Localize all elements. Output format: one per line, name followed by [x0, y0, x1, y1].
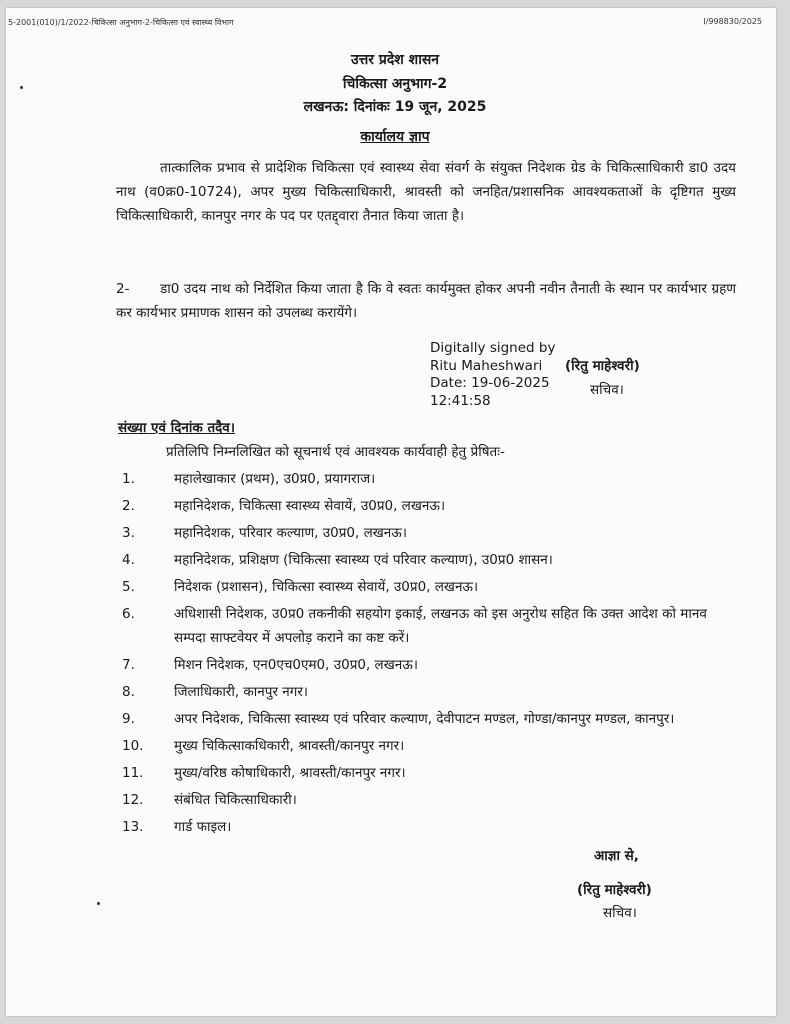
- signature-line: 12:41:58: [430, 392, 491, 409]
- list-item-text: संबंधित चिकित्साधिकारी।: [174, 792, 297, 808]
- list-item: [116, 680, 736, 704]
- list-item-number: 7.: [122, 657, 135, 673]
- list-item: [116, 602, 736, 650]
- list-item-text: महानिदेशक, चिकित्सा स्वास्थ्य सेवायें, उ0प्र0, लखनऊ।: [174, 498, 446, 514]
- paragraph-1: तात्कालिक प्रभाव से प्रादेशिक चिकित्सा एवं स्वास्थ्य सेवा संवर्ग के संयुक्त निदेशक ग्रेड के चिकित्साधिकारी डा0 उदय नाथ (व0क्र0-10724), अपर मुख्य चिकित्साधिकारी, श्रावस्ती को जनहित/प्रशासनिक आवश्यकताओं के दृष्टिगत मुख्य चिकित्साधिकारी, कानपुर नगर के पद पर एतद्द्वारा तैनात किया जाता है।: [116, 160, 736, 224]
- place-date: लखनऊ: दिनांकः 19 जून, 2025: [303, 99, 487, 115]
- closing-name: (रितु माहेश्वरी): [577, 882, 652, 898]
- list-item-number: 4.: [122, 552, 135, 568]
- section-title: चिकित्सा अनुभाग-2: [342, 76, 448, 92]
- copy-list: [116, 467, 736, 842]
- list-item-text: महालेखाकार (प्रथम), उ0प्र0, प्रयागराज।: [174, 471, 376, 487]
- list-item-text: महानिदेशक, प्रशिक्षण (चिकित्सा स्वास्थ्य एवं परिवार कल्याण), उ0प्र0 शासन।: [174, 552, 553, 568]
- signature-line: Ritu Maheshwari: [430, 357, 543, 374]
- signature-line: Date: 19-06-2025: [430, 375, 550, 391]
- list-item-text: निदेशक (प्रशासन), चिकित्सा स्वास्थ्य सेवायें, उ0प्र0, लखनऊ।: [174, 579, 479, 595]
- list-item: [116, 548, 736, 572]
- paragraph-2: [116, 277, 736, 325]
- list-item-text: अधिशासी निदेशक, उ0प्र0 तकनीकी सहयोग इकाई, लखनऊ को इस अनुरोध सहित कि उक्त आदेश को मानव सम्पदा साफ्टवेयर में अपलोड़ कराने का कष्ट करें।: [174, 606, 707, 646]
- list-item: [116, 761, 736, 785]
- list-item: [116, 467, 736, 491]
- list-item: [116, 653, 736, 677]
- scan-speck: [97, 902, 100, 905]
- list-item-number: 3.: [122, 525, 135, 541]
- list-item-number: 1.: [122, 471, 135, 487]
- list-item-text: गार्ड फाइल।: [174, 819, 232, 835]
- list-item-number: 12.: [122, 792, 144, 808]
- list-item-text: महानिदेशक, परिवार कल्याण, उ0प्र0, लखनऊ।: [174, 525, 407, 541]
- list-item-number: 11.: [122, 765, 144, 781]
- signature-line: Digitally signed by: [430, 340, 556, 356]
- list-item-number: 2.: [122, 498, 135, 514]
- paragraph-2-text: डा0 उदय नाथ को निर्देशित किया जाता है कि वे स्वतः कार्यमुक्त होकर अपनी नवीन तैनाती के स्थान पर कार्यभार ग्रहण कर कार्यभार प्रमाणक शासन को उपलब्ध करायेंगे।: [116, 281, 736, 321]
- list-item-text: अपर निदेशक, चिकित्सा स्वास्थ्य एवं परिवार कल्याण, देवीपाटन मण्डल, गोण्डा/कानपुर मण्डल, कानपुर।: [174, 711, 675, 727]
- list-item: [116, 707, 736, 731]
- list-item-text: मिशन निदेशक, एन0एच0एम0, उ0प्र0, लखनऊ।: [174, 657, 418, 673]
- paragraph-number: 2-: [116, 281, 130, 297]
- list-item: [116, 788, 736, 812]
- list-item: [116, 575, 736, 599]
- list-item-text: मुख्य/वरिष्ठ कोषाधिकारी, श्रावस्ती/कानपुर नगर।: [174, 765, 406, 781]
- document-number: I/998830/2025: [703, 17, 762, 26]
- closing-designation: सचिव।: [603, 905, 637, 921]
- copy-intro: प्रतिलिपि निम्नलिखित को सूचनार्थ एवं आवश्यक कार्यवाही हेतु प्रेषितः-: [166, 444, 505, 460]
- list-item-number: 13.: [122, 819, 144, 835]
- file-reference: 5-2001(010)/1/2022-चिकित्सा अनुभाग-2-चिकित्सा एवं स्वास्थ्य विभाग: [8, 18, 234, 27]
- list-item-number: 8.: [122, 684, 135, 700]
- list-item: [116, 521, 736, 545]
- list-item-number: 5.: [122, 579, 135, 595]
- list-item-number: 6.: [122, 606, 135, 622]
- digital-signature: [430, 340, 570, 410]
- signatory-designation: सचिव।: [590, 382, 624, 398]
- list-item: [116, 494, 736, 518]
- list-item-text: जिलाधिकारी, कानपुर नगर।: [174, 684, 308, 700]
- list-item-number: 9.: [122, 711, 135, 727]
- memo-heading: कार्यालय ज्ञाप: [360, 129, 430, 145]
- copy-reference: संख्या एवं दिनांक तदैव।: [118, 420, 235, 436]
- signatory-name: (रितु माहेश्वरी): [565, 358, 640, 374]
- list-item: [116, 734, 736, 758]
- government-title: उत्तर प्रदेश शासन: [350, 52, 440, 68]
- list-item: [116, 815, 736, 839]
- list-item-number: 10.: [122, 738, 144, 754]
- list-item-text: मुख्य चिकित्साकधिकारी, श्रावस्ती/कानपुर नगर।: [174, 738, 405, 754]
- order-by: आज्ञा से,: [594, 848, 639, 864]
